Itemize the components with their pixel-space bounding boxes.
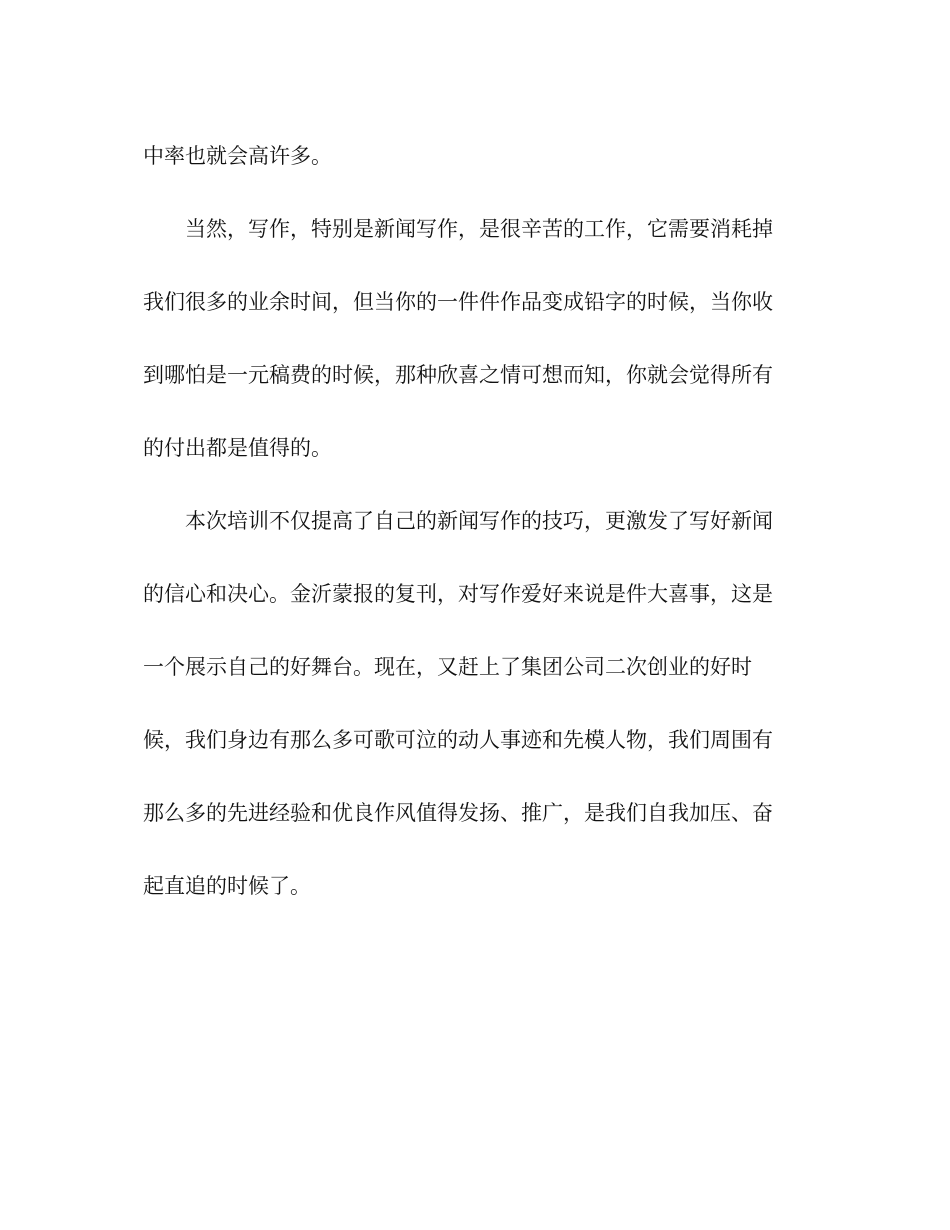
text-line: 的信心和决心。金沂蒙报的复刊，对写作爱好来说是件大喜事，这是: [143, 582, 773, 606]
text-line: 我们很多的业余时间，但当你的一件件作品变成铅字的时候，当你收: [143, 290, 773, 314]
text-line: 中率也就会高许多。: [143, 144, 332, 168]
text-line: 那么多的先进经验和优良作风值得发扬、推广，是我们自我加压、奋: [143, 801, 773, 825]
text-line: 的付出都是值得的。: [143, 436, 332, 460]
body-text: [143, 133, 813, 936]
text-line: 起直追的时候了。: [143, 874, 311, 898]
text-line: 到哪怕是一元稿费的时候，那种欣喜之情可想而知，你就会觉得所有: [143, 363, 773, 387]
text-line: 候，我们身边有那么多可歌可泣的动人事迹和先模人物，我们周围有: [143, 728, 773, 752]
text-line: 一个展示自己的好舞台。现在，又赶上了集团公司二次创业的好时: [143, 655, 752, 679]
text-line: 当然，写作，特别是新闻写作，是很辛苦的工作，它需要消耗掉: [185, 217, 773, 241]
text-line: 本次培训不仅提高了自己的新闻写作的技巧，更激发了写好新闻: [185, 509, 773, 533]
